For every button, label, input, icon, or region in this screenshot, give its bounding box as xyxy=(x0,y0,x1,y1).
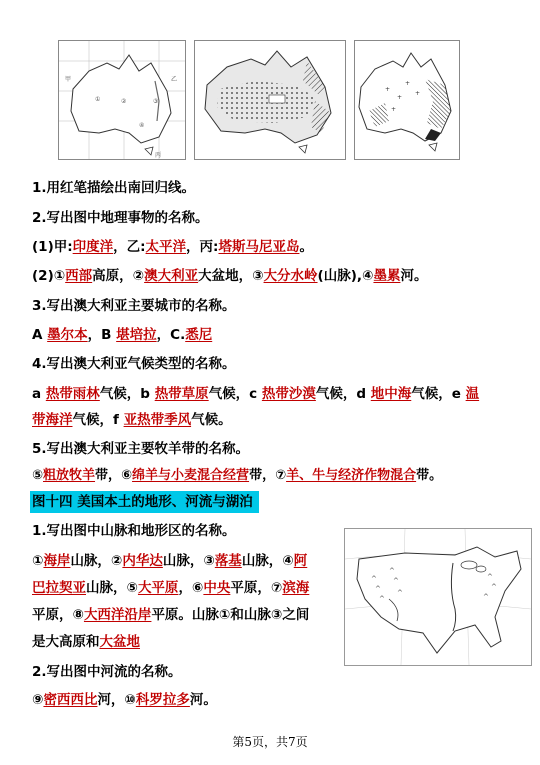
answer-blank: 羊、牛与经济作物混合 xyxy=(286,468,417,483)
text: a xyxy=(32,386,46,402)
section-answer-1-line-4 xyxy=(32,632,140,652)
svg-text:④: ④ xyxy=(139,122,145,129)
text: ，⑥ xyxy=(178,580,204,596)
text: ，乙: xyxy=(113,239,146,255)
answer-4-line-1 xyxy=(32,384,479,404)
answer-blank: 大盆地 xyxy=(99,634,140,650)
text: 平原，⑦ xyxy=(230,580,283,596)
answer-blank: 内华达 xyxy=(122,553,163,569)
section-question-2: 2.写出图中河流的名称。 xyxy=(32,664,182,680)
answer-blank: 悉尼 xyxy=(185,327,213,343)
svg-text:乙: 乙 xyxy=(171,76,178,83)
section-answer-2 xyxy=(32,690,217,710)
answer-4-line-2 xyxy=(32,410,232,430)
svg-text:^: ^ xyxy=(375,585,381,593)
answer-blank: 地中海 xyxy=(370,386,412,402)
answer-blank: 密西西比 xyxy=(43,692,98,708)
text: 高原，② xyxy=(92,268,145,284)
answer-blank: 西部 xyxy=(65,268,93,284)
svg-text:甲: 甲 xyxy=(65,76,72,83)
question-4: 4.写出澳大利亚气候类型的名称。 xyxy=(32,356,236,372)
text: 山脉，③ xyxy=(162,553,215,569)
australia-climate-map xyxy=(194,40,346,160)
answer-blank: 塔斯马尼亚岛 xyxy=(218,239,300,255)
svg-text:+: + xyxy=(391,106,397,113)
section-answer-1-line-1 xyxy=(32,551,307,571)
text: (2)① xyxy=(32,268,66,284)
section-answer-1-line-2 xyxy=(32,578,309,598)
svg-text:^: ^ xyxy=(397,589,403,597)
answer-blank: 热带雨林 xyxy=(45,386,100,402)
svg-text:^: ^ xyxy=(393,577,399,585)
text: 气候。 xyxy=(191,412,232,428)
svg-text:+: + xyxy=(385,86,391,93)
text: 带，⑦ xyxy=(249,468,287,483)
text: 大盆地，③ xyxy=(198,268,264,284)
text: ⑨ xyxy=(32,692,44,708)
text: (山脉),④ xyxy=(317,268,374,284)
question-1: 1.用红笔描绘出南回归线。 xyxy=(32,180,196,196)
answer-blank: 粗放牧羊 xyxy=(43,468,96,483)
answer-blank: 绵羊与小麦混合经营 xyxy=(132,468,250,483)
answer-blank: 大分水岭 xyxy=(263,268,318,284)
answer-blank: 大平原 xyxy=(137,580,179,596)
answer-blank: 热带草原 xyxy=(154,386,209,402)
question-2: 2.写出图中地理事物的名称。 xyxy=(32,210,209,226)
answer-2-2 xyxy=(32,266,427,286)
text: 带。 xyxy=(416,468,443,483)
svg-text:①: ① xyxy=(95,96,101,103)
answer-blank: 热带沙漠 xyxy=(261,386,316,402)
text: (1)甲: xyxy=(32,239,73,255)
svg-text:^: ^ xyxy=(491,583,497,591)
section-question-1: 1.写出图中山脉和地形区的名称。 xyxy=(32,523,236,539)
answer-3 xyxy=(32,325,212,345)
svg-text:^: ^ xyxy=(389,567,395,575)
answer-blank: 墨累 xyxy=(373,268,401,284)
text: ，丙: xyxy=(186,239,219,255)
text: 山脉，⑤ xyxy=(86,580,138,596)
answer-blank: 科罗拉多 xyxy=(135,692,190,708)
answer-blank: 澳大利亚 xyxy=(144,268,199,284)
answer-blank: 印度洋 xyxy=(72,239,114,255)
text: 河。 xyxy=(189,692,217,708)
text: ，C. xyxy=(156,327,186,343)
svg-text:^: ^ xyxy=(379,595,385,603)
answer-blank: 滨海 xyxy=(282,580,310,596)
svg-text:②: ② xyxy=(121,98,127,105)
page-footer: 第5页，共7页 xyxy=(232,735,308,749)
answer-blank: 亚热带季风 xyxy=(123,412,192,428)
svg-text:+: + xyxy=(405,80,411,87)
question-5: 5.写出澳大利亚主要牧羊带的名称。 xyxy=(32,441,250,457)
text: 山脉，④ xyxy=(241,553,294,569)
svg-text:③: ③ xyxy=(153,98,159,105)
text: 带，⑥ xyxy=(95,468,133,483)
svg-text:+: + xyxy=(397,94,403,101)
australia-terrain-map xyxy=(58,40,186,160)
text: 河，⑩ xyxy=(97,692,136,708)
answer-blank: 阿 xyxy=(293,553,308,569)
svg-text:+: + xyxy=(415,90,421,97)
us-terrain-map xyxy=(344,528,532,666)
svg-text:^: ^ xyxy=(483,593,489,601)
section-title: 图十四 美国本土的地形、河流与湖泊 xyxy=(30,491,259,513)
text: 河。 xyxy=(400,268,428,284)
australia-sheep-map xyxy=(354,40,460,160)
answer-blank: 落基 xyxy=(214,553,242,569)
answer-blank: 太平洋 xyxy=(145,239,187,255)
text: 气候，f xyxy=(72,412,124,428)
text: ⑤ xyxy=(32,468,44,483)
answer-blank: 大西洋沿岸 xyxy=(83,607,152,623)
answer-2-1 xyxy=(32,237,313,257)
svg-text:^: ^ xyxy=(487,573,493,581)
text: ① xyxy=(32,553,44,569)
text: A xyxy=(32,327,48,343)
answer-blank: 温 xyxy=(465,386,480,402)
text: 。 xyxy=(299,239,313,255)
text: 平原。山脉①和山脉③之间 xyxy=(151,607,310,623)
question-3: 3.写出澳大利亚主要城市的名称。 xyxy=(32,298,236,314)
text: 气候，c xyxy=(208,386,262,402)
text: 是大高原和 xyxy=(32,634,100,650)
answer-blank: 墨尔本 xyxy=(47,327,88,343)
text: 气候，d xyxy=(315,386,371,402)
text: 山脉，② xyxy=(70,553,123,569)
text: ，B xyxy=(87,327,117,343)
svg-text:丙: 丙 xyxy=(155,152,162,159)
answer-blank: 海岸 xyxy=(43,553,71,569)
svg-text:^: ^ xyxy=(371,575,377,583)
text: 平原，⑧ xyxy=(32,607,84,623)
answer-5 xyxy=(32,466,442,486)
text: 气候，b xyxy=(99,386,155,402)
answer-blank: 中央 xyxy=(203,580,231,596)
australia-maps xyxy=(58,40,458,165)
text: 气候，e xyxy=(411,386,466,402)
answer-blank: 带海洋 xyxy=(32,412,73,428)
section-answer-1-line-3 xyxy=(32,605,309,625)
answer-blank: 堪培拉 xyxy=(116,327,157,343)
answer-blank: 巴拉契亚 xyxy=(32,580,86,596)
